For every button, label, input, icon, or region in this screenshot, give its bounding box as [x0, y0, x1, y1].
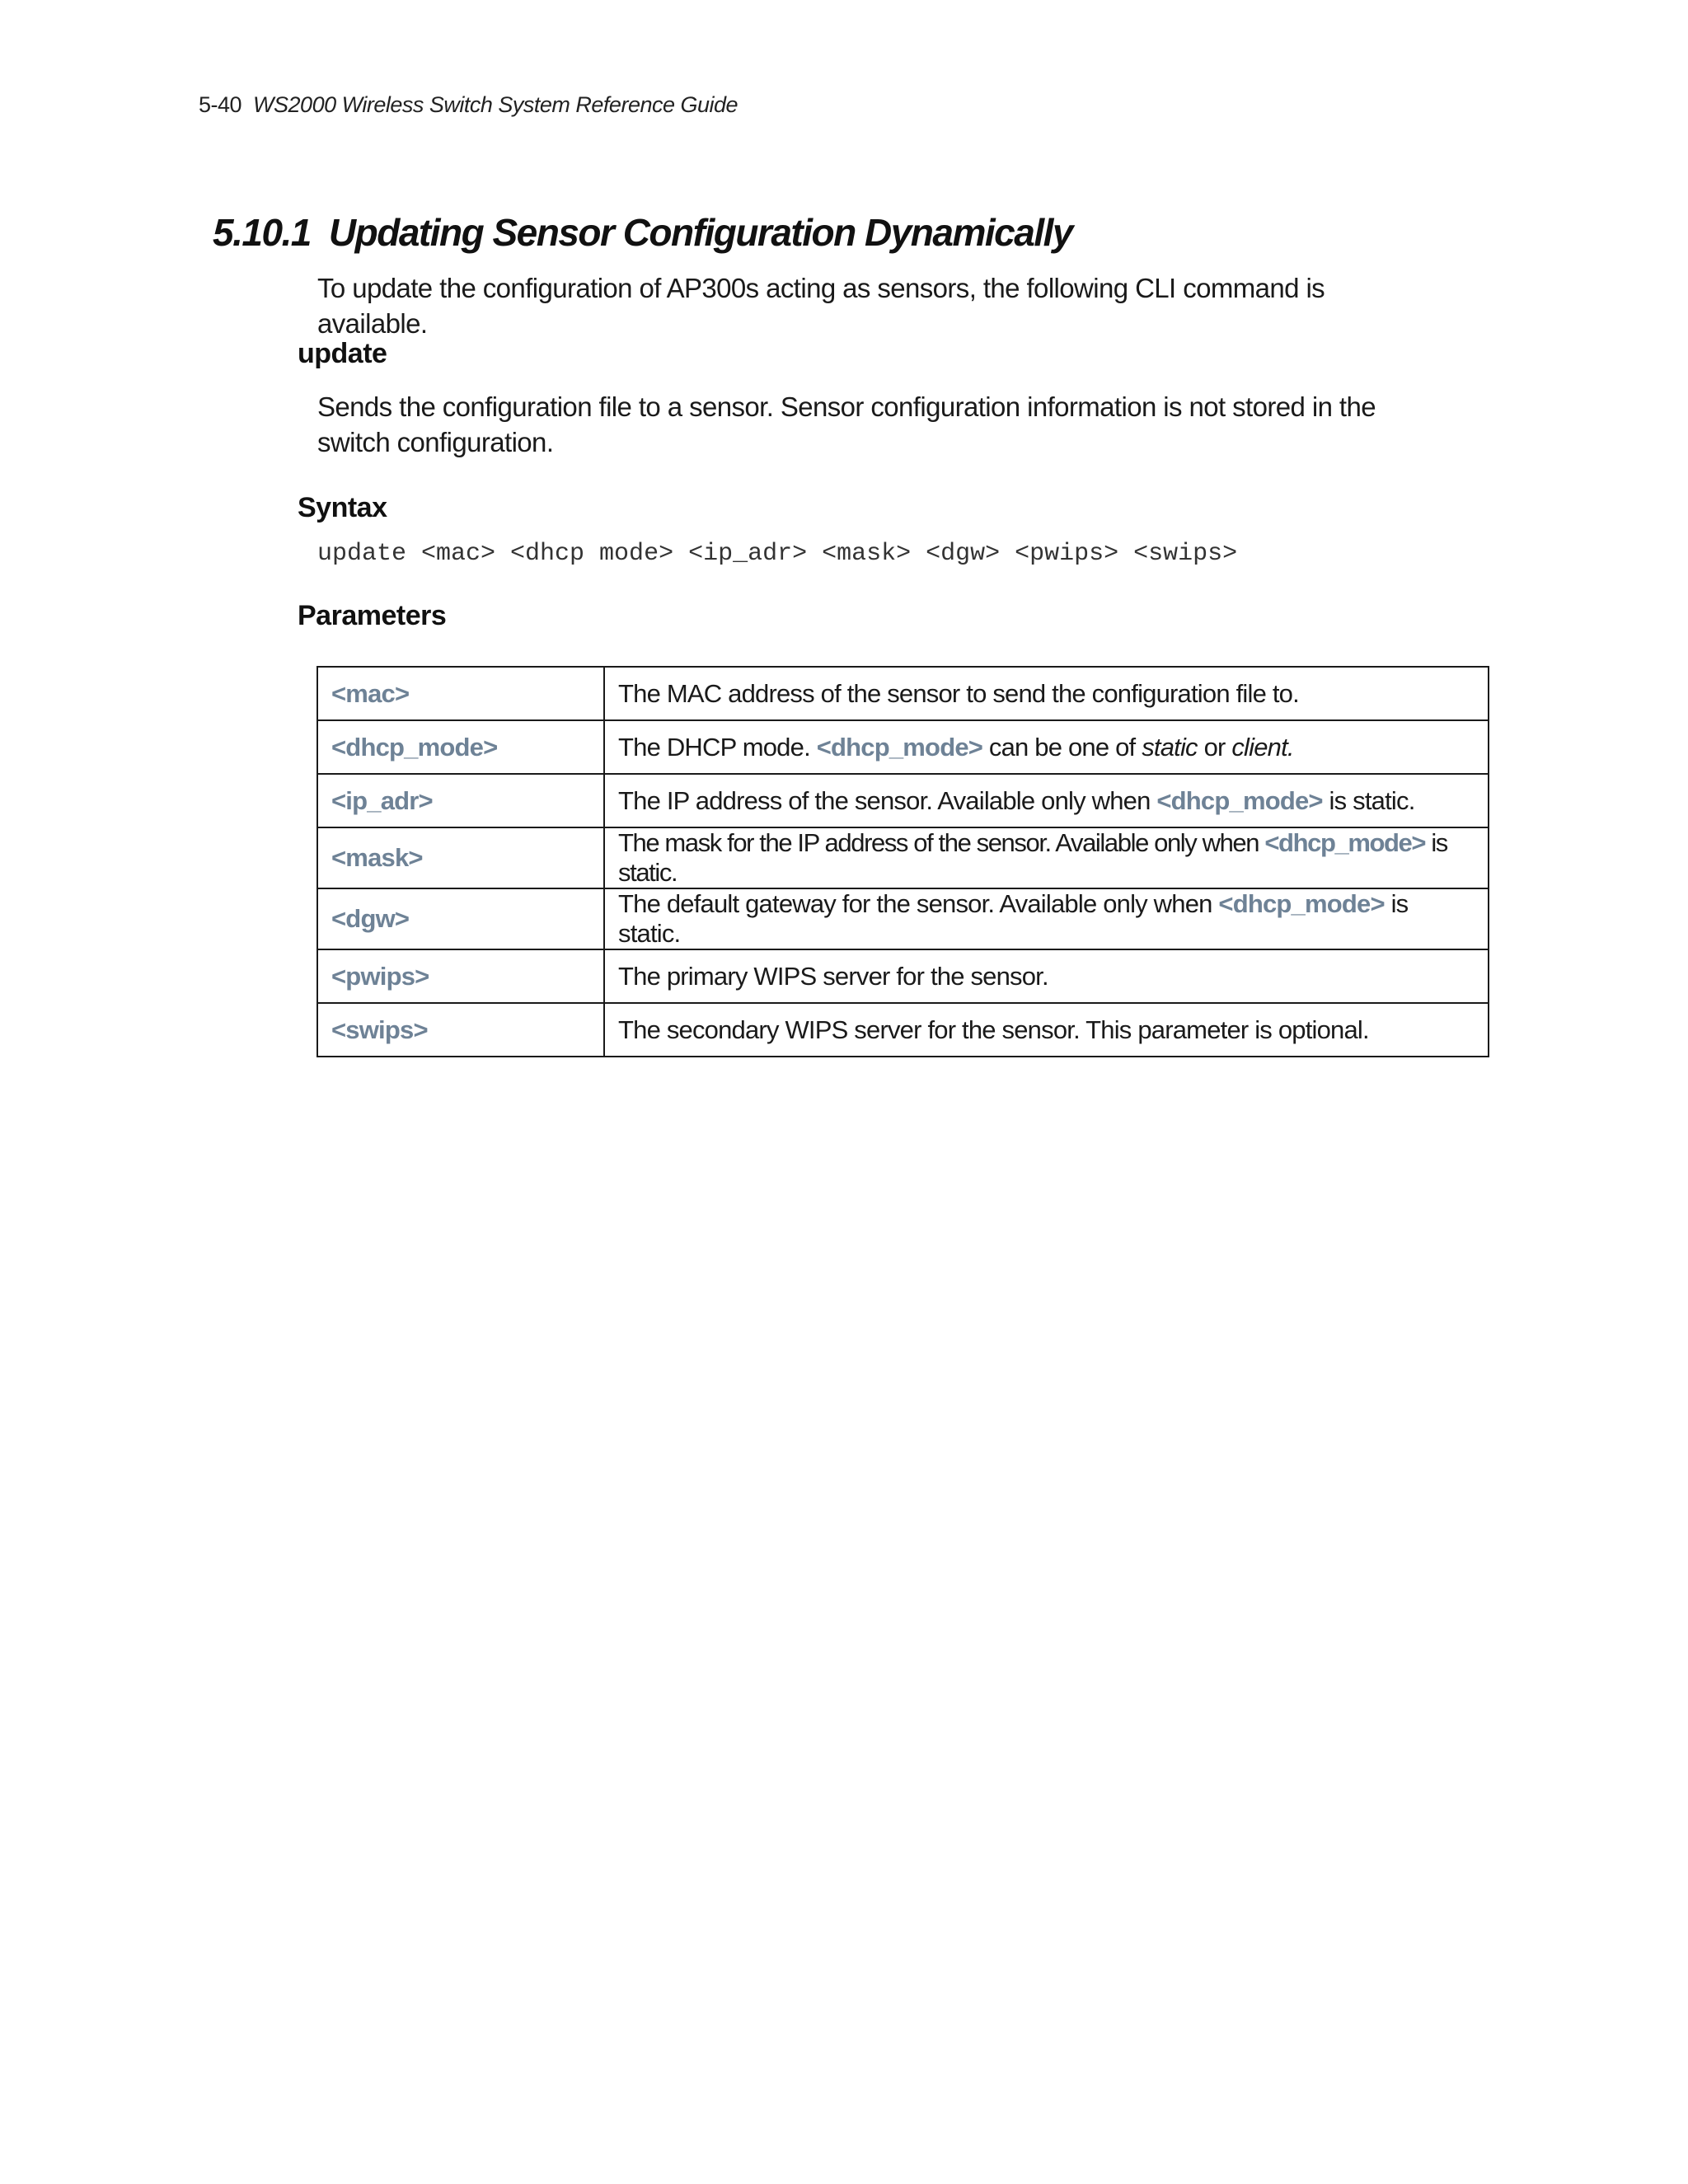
- desc-text: or: [1197, 732, 1232, 762]
- command-name: update: [298, 338, 387, 369]
- param-description: The primary WIPS server for the sensor.: [604, 949, 1489, 1003]
- desc-text: can be one of: [982, 732, 1142, 762]
- param-name: <dgw>: [317, 888, 604, 949]
- parameters-table: [316, 666, 1489, 1057]
- table-row: [317, 827, 1489, 888]
- param-keyword: <dhcp_mode>: [1156, 785, 1323, 815]
- section-title-text: Updating Sensor Configuration Dynamically: [328, 211, 1072, 254]
- guide-title: WS2000 Wireless Switch System Reference Guide: [253, 92, 738, 117]
- param-name: <swips>: [317, 1003, 604, 1057]
- syntax-heading: Syntax: [298, 492, 387, 523]
- table-row: [317, 720, 1489, 774]
- param-description: The MAC address of the sensor to send the configuration file to.: [604, 667, 1489, 720]
- param-keyword: <dhcp_mode>: [1264, 828, 1426, 857]
- table-row: [317, 888, 1489, 949]
- table-row: [317, 949, 1489, 1003]
- desc-italic: client.: [1231, 732, 1294, 762]
- table-row: [317, 1003, 1489, 1057]
- table-row: [317, 667, 1489, 720]
- section-intro: To update the configuration of AP300s acting as sensors, the following CLI command is available.: [317, 273, 1325, 339]
- param-name: <mac>: [317, 667, 604, 720]
- syntax-line: update <mac> <dhcp mode> <ip_adr> <mask> <dgw> <pwips> <swips>: [317, 540, 1238, 568]
- table-row: [317, 774, 1489, 827]
- param-description: [604, 827, 1489, 888]
- page-number: 5-40: [199, 92, 242, 117]
- param-description: [604, 720, 1489, 774]
- param-name: <ip_adr>: [317, 774, 604, 827]
- param-description: The secondary WIPS server for the sensor. This parameter is optional.: [604, 1003, 1489, 1057]
- desc-text: is static.: [1322, 785, 1415, 815]
- param-name: <pwips>: [317, 949, 604, 1003]
- param-keyword: <dhcp_mode>: [816, 732, 983, 762]
- running-header: [199, 92, 738, 118]
- desc-text: The mask for the IP address of the sensor. Available only when: [618, 828, 1265, 857]
- desc-text: The IP address of the sensor. Available only when: [618, 785, 1157, 815]
- parameters-heading: Parameters: [298, 600, 447, 631]
- param-name: <mask>: [317, 827, 604, 888]
- desc-text: The DHCP mode.: [618, 732, 817, 762]
- section-number: 5.10.1: [213, 211, 311, 254]
- param-keyword: <dhcp_mode>: [1218, 889, 1385, 918]
- desc-text: The default gateway for the sensor. Available only when: [618, 889, 1219, 918]
- param-description: [604, 774, 1489, 827]
- desc-text: is static.: [618, 828, 1447, 887]
- param-name: <dhcp_mode>: [317, 720, 604, 774]
- desc-text: is static.: [618, 889, 1409, 948]
- command-description: Sends the configuration file to a sensor. Sensor configuration information is not stored in the switch configuration.: [317, 391, 1376, 457]
- param-description: [604, 888, 1489, 949]
- desc-italic: static: [1142, 732, 1198, 762]
- section-title: [213, 210, 1072, 255]
